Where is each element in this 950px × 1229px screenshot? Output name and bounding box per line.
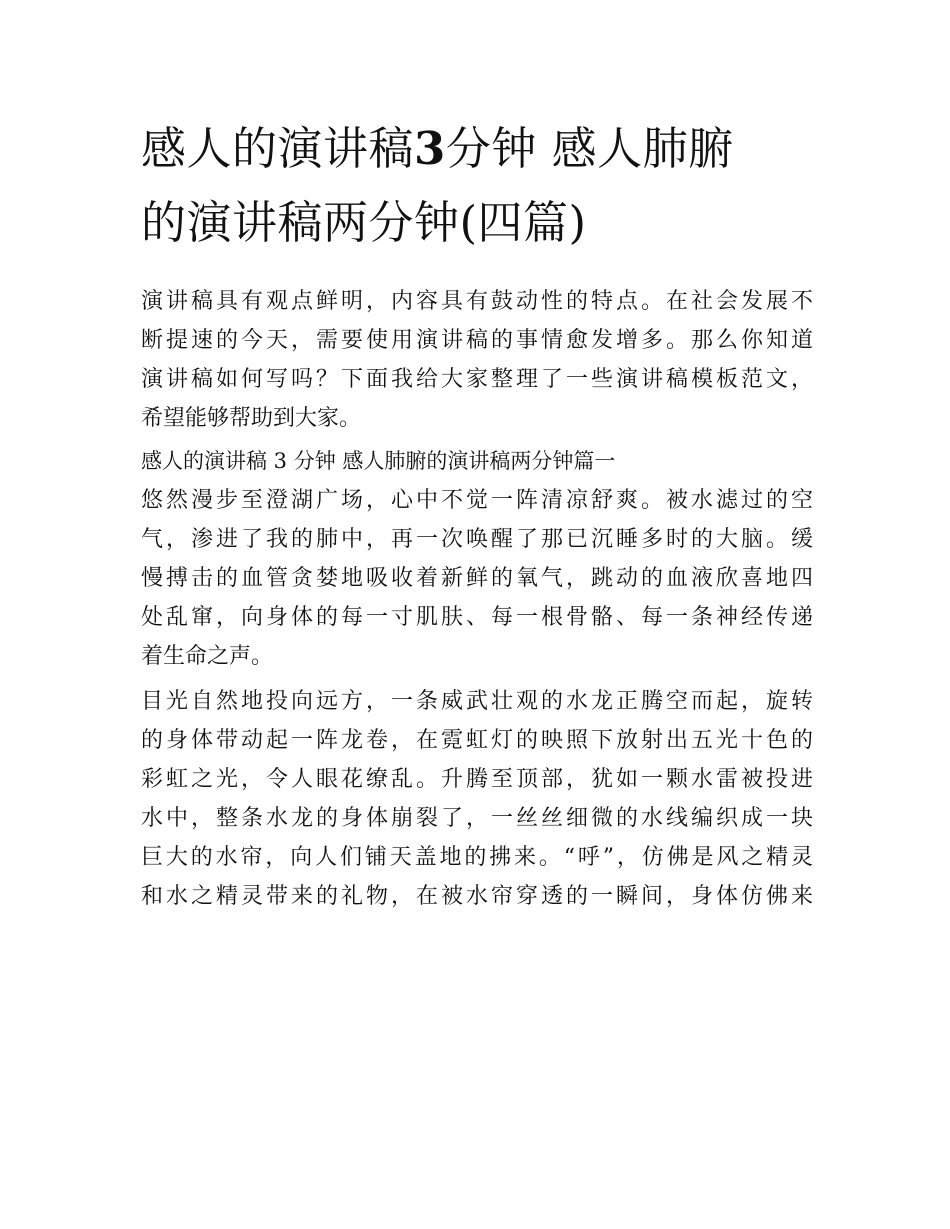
- title-line-2: 的演讲稿两分钟(四篇): [141, 196, 587, 249]
- document-title: [141, 112, 813, 260]
- intro-line: 演讲稿如何写吗？下面我给大家整理了一些演讲稿模板范文，: [141, 367, 813, 392]
- body-paragraph-1: [141, 481, 813, 676]
- intro-line: 希望能够帮助到大家。: [141, 406, 362, 431]
- paragraph-line: 巨大的水帘，向人们铺天盖地的拂来。“呼”，仿佛是风之精灵: [141, 845, 813, 870]
- paragraph-line: 处乱窜，向身体的每一寸肌肤、每一根骨骼、每一条神经传递: [141, 605, 813, 630]
- intro-paragraph: [141, 282, 813, 438]
- document-page: [141, 112, 813, 916]
- paragraph-line: 彩虹之光，令人眼花缭乱。升腾至顶部，犹如一颗水雷被投进: [141, 767, 813, 792]
- intro-line: 断提速的今天，需要使用演讲稿的事情愈发增多。那么你知道: [141, 328, 813, 353]
- paragraph-line: 气，渗进了我的肺中，再一次唤醒了那已沉睡多时的大脑。缓: [141, 527, 813, 552]
- paragraph-line: 慢搏击的血管贪婪地吸收着新鲜的氧气，跳动的血液欣喜地四: [141, 566, 813, 591]
- paragraph-line: 和水之精灵带来的礼物，在被水帘穿透的一瞬间，身体仿佛来: [141, 884, 813, 909]
- paragraph-line: 目光自然地投向远方，一条威武壮观的水龙正腾空而起，旋转: [141, 689, 813, 714]
- intro-line: 演讲稿具有观点鲜明，内容具有鼓动性的特点。在社会发展不: [141, 289, 813, 314]
- paragraph-line: 悠然漫步至澄湖广场，心中不觉一阵清凉舒爽。被水滤过的空: [141, 488, 813, 513]
- title-numeral: 3: [414, 122, 446, 175]
- section-heading: 感人的演讲稿 3 分钟 感人肺腑的演讲稿两分钟篇一: [141, 449, 616, 473]
- paragraph-line: 的身体带动起一阵龙卷，在霓虹灯的映照下放射出五光十色的: [141, 728, 813, 753]
- paragraph-line: 着生命之声。: [141, 644, 274, 669]
- paragraph-line: 水中，整条水龙的身体崩裂了，一丝丝细微的水线编织成一块: [141, 806, 813, 831]
- title-line-1: 感人的演讲稿3分钟 感人肺腑: [141, 122, 734, 175]
- body-paragraph-2: [141, 682, 813, 916]
